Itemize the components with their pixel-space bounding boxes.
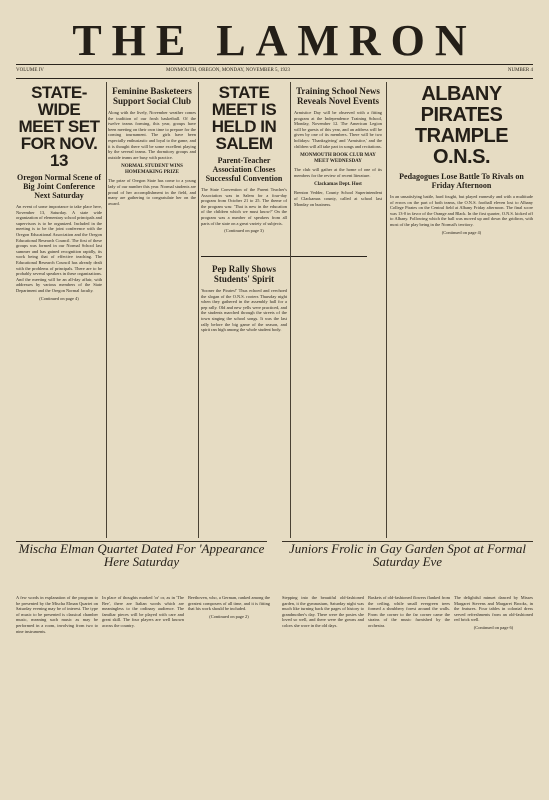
- subheadline: Oregon Normal Scene of Big Joint Conference Next Saturday: [16, 173, 102, 200]
- column-divider: [106, 82, 107, 538]
- headline: ALBANY PIRATES TRAMPLE O.N.S.: [414, 84, 509, 168]
- headline: STATE MEET IS HELD IN SALEM: [211, 84, 277, 153]
- article-body: The State Convention of the Parent Teacher's Association was in Salem for a four-day program from October 21 to 25. The theme of the program was: 'That is new in the education of the children which we must know?' On the program was a number of speakers from all parts of the state on a great variety of subjects.: [201, 187, 287, 226]
- article-body: The club will gather at the home of one of its members for the review of recent literature.: [294, 167, 382, 178]
- subheadline: Parent-Teacher Association Closes Successful Convention: [205, 156, 283, 183]
- banner-elman-quartet: Mischa Elman Quartet Dated For 'Appearance Here Saturday: [16, 541, 267, 568]
- article-elman-quartet-col1: [16, 595, 98, 785]
- column-divider: [290, 82, 291, 538]
- section-headline: NORMAL STUDENT WINS HOMEMAKING PRIZE: [121, 164, 183, 176]
- article-body: In an unsatisfying battle, hard fought, but played earnestly and with a multitude of errors on the part of both teams, the O.N.S. football eleven lost to Albany College Pirates on the Central field at Albany Friday afternoon. The final score was 13-0 in favor of the Orange and Black. In the first quarter, O.N.S. kicked off to Albany. Following which the ball was moved up and down the gridiron, with most of the play being in the Normal's territory.: [390, 194, 533, 227]
- newspaper-title: THE LAMRON: [72, 16, 477, 65]
- volume-label: VOLUME IV: [16, 68, 44, 73]
- article-body: In place of thoughts marked 'or' or, as in 'The Bee', there are Italian words which are meaningless to the ordinary audience. The familiar pieces will be played with care and great skill. The four players are well known across the country.: [102, 595, 184, 628]
- article-pep-rally: [201, 262, 287, 534]
- masthead-rule-top: [16, 64, 533, 65]
- column-feminine-basketeers: [108, 84, 196, 534]
- headline: Pep Rally Shows Students' Spirit: [211, 264, 276, 284]
- headline: Feminine Basketeers Support Social Club: [112, 86, 192, 106]
- column-state-meet-salem: [201, 84, 287, 254]
- continued-note: (Continued on page 2): [209, 613, 249, 619]
- issue-number: NUMBER 4: [507, 68, 533, 73]
- section-headline: Clackamas Dept. Host: [314, 182, 362, 188]
- article-juniors-frolic-col2: [368, 595, 450, 785]
- article-juniors-frolic-col1: [282, 595, 364, 785]
- masthead-rule-bottom: [16, 78, 533, 79]
- continued-note: (Continued on page 4): [441, 229, 482, 235]
- article-body: The delightful minuet danced by Misses Margaret Stevens and Margaret Brooks, in the features. Four tables in colonial dress served refreshments from an old-fashioned red brick well.: [454, 595, 533, 623]
- article-body: Along with the lively, November weather comes the tradition of our frosh basketball. Of the twelve teams forming, this year, groups have been meeting on their own time to prepare for the coming tournament. The girls have been especially enthusiastic and loyal to the game, and it is thought there will be some excellent playing by the several teams. The dormitory groups and outside teams are busy with practice.: [108, 110, 196, 160]
- article-elman-quartet-col3: [188, 595, 270, 785]
- continued-note: (Continued on page 4): [39, 295, 79, 301]
- article-juniors-frolic-col3: [454, 595, 533, 785]
- column-training-school: [294, 84, 382, 534]
- article-body: Brenton Vedder, County School Superintendent of Clackamas county, called at school last Monday on business.: [294, 190, 382, 207]
- section-headline: MONMOUTH BOOK CLUB MAY MEET WEDNESDAY: [300, 153, 376, 165]
- article-body: Stepping into the beautiful old-fashioned garden, it the gymnasium, Saturday night was much like turning back the pages of history to grandmother's day. There were the posies she loved so well, and there were the gowns and colors she wore in the old days.: [282, 595, 364, 628]
- continued-note: (Continued on page 3): [224, 228, 264, 234]
- subheadline: Pedagogues Lose Battle To Rivals on Friday Afternoon: [399, 172, 524, 190]
- continued-note: (Continued on page 6): [473, 624, 514, 630]
- article-body: A few words in explanation of the program to be presented by the Mischa Elman Quartet on Saturday evening may be of interest. The type of music to be presented is classical chamber music, meaning such music as may be performed in a room, involving from two to nine instruments.: [16, 595, 98, 634]
- banner-juniors-frolic: Juniors Frolic in Gay Garden Spot at Formal Saturday Eve: [282, 541, 533, 568]
- dateline: MONMOUTH, OREGON, MONDAY, NOVEMBER 5, 1923: [166, 68, 291, 73]
- masthead: [0, 0, 549, 64]
- headline: STATE-WIDE MEET SET FOR NOV. 13: [18, 84, 100, 170]
- article-body: Baskets of old-fashioned flowers flanked from the ceiling, while small evergreen trees formed a shrubbery forest around the walls. From the corner to the far corner came the strains of the music furnished by the orchestra.: [368, 595, 450, 628]
- column-albany-pirates: [390, 84, 533, 534]
- dateline-bar: [16, 66, 533, 76]
- article-body: Armistice Day will be observed with a fitting program at the Independence Training School, Monday, November 12. The American Legion will be guests of this year, and an address will be given by one of its members. There will be two holidays: 'Thanksgiving' and 'Armistice,' and the children will all take part in songs and recitations.: [294, 110, 382, 149]
- article-body: Beethoven, who, a German, ranked among the greatest composers of all time, and it is fitting that his work should be included.: [188, 595, 270, 612]
- column-divider: [386, 82, 387, 538]
- article-body: The prize of Oregon State has come to a young lady of our number this year. Normal students are proud of her accomplishment in the field, and many are gathering to congratulate her on the award.: [108, 178, 196, 206]
- article-body: 'Sooner the Pirates!' Thus echoed and reechoed the slogan of the O.N.S. rooters Thursday night when they gathered in the assembly hall for a pep rally. Old and new yells were practiced, and the students marched through the streets of the town singing the school songs. It was the last rally before the big game of the season, and spirit ran high among the whole student body.: [201, 288, 287, 333]
- article-body: An event of some importance to take place here, November 13, Saturday. A state wide organization of elementary school principals and supervisors is to be organized. Included in the meeting is to be the joint conference with the Oregon Educational Association and the Oregon Educational Research Council. The first of these groups was formed in our Normal School last summer and has gained recognition rapidly, its work being that of effective teaching. The Educational Research Council has already dealt with the problems of principals. There are to be probably several speakers in these organizations. And the meeting will be an all-day affair, with addresses by various members of the State Department and the Oregon Normal faculty.: [16, 204, 102, 293]
- article-elman-quartet-col2: [102, 595, 184, 785]
- column-divider: [198, 82, 199, 538]
- headline: Training School News Reveals Novel Events: [296, 86, 380, 106]
- column-state-wide-meet: [16, 84, 102, 534]
